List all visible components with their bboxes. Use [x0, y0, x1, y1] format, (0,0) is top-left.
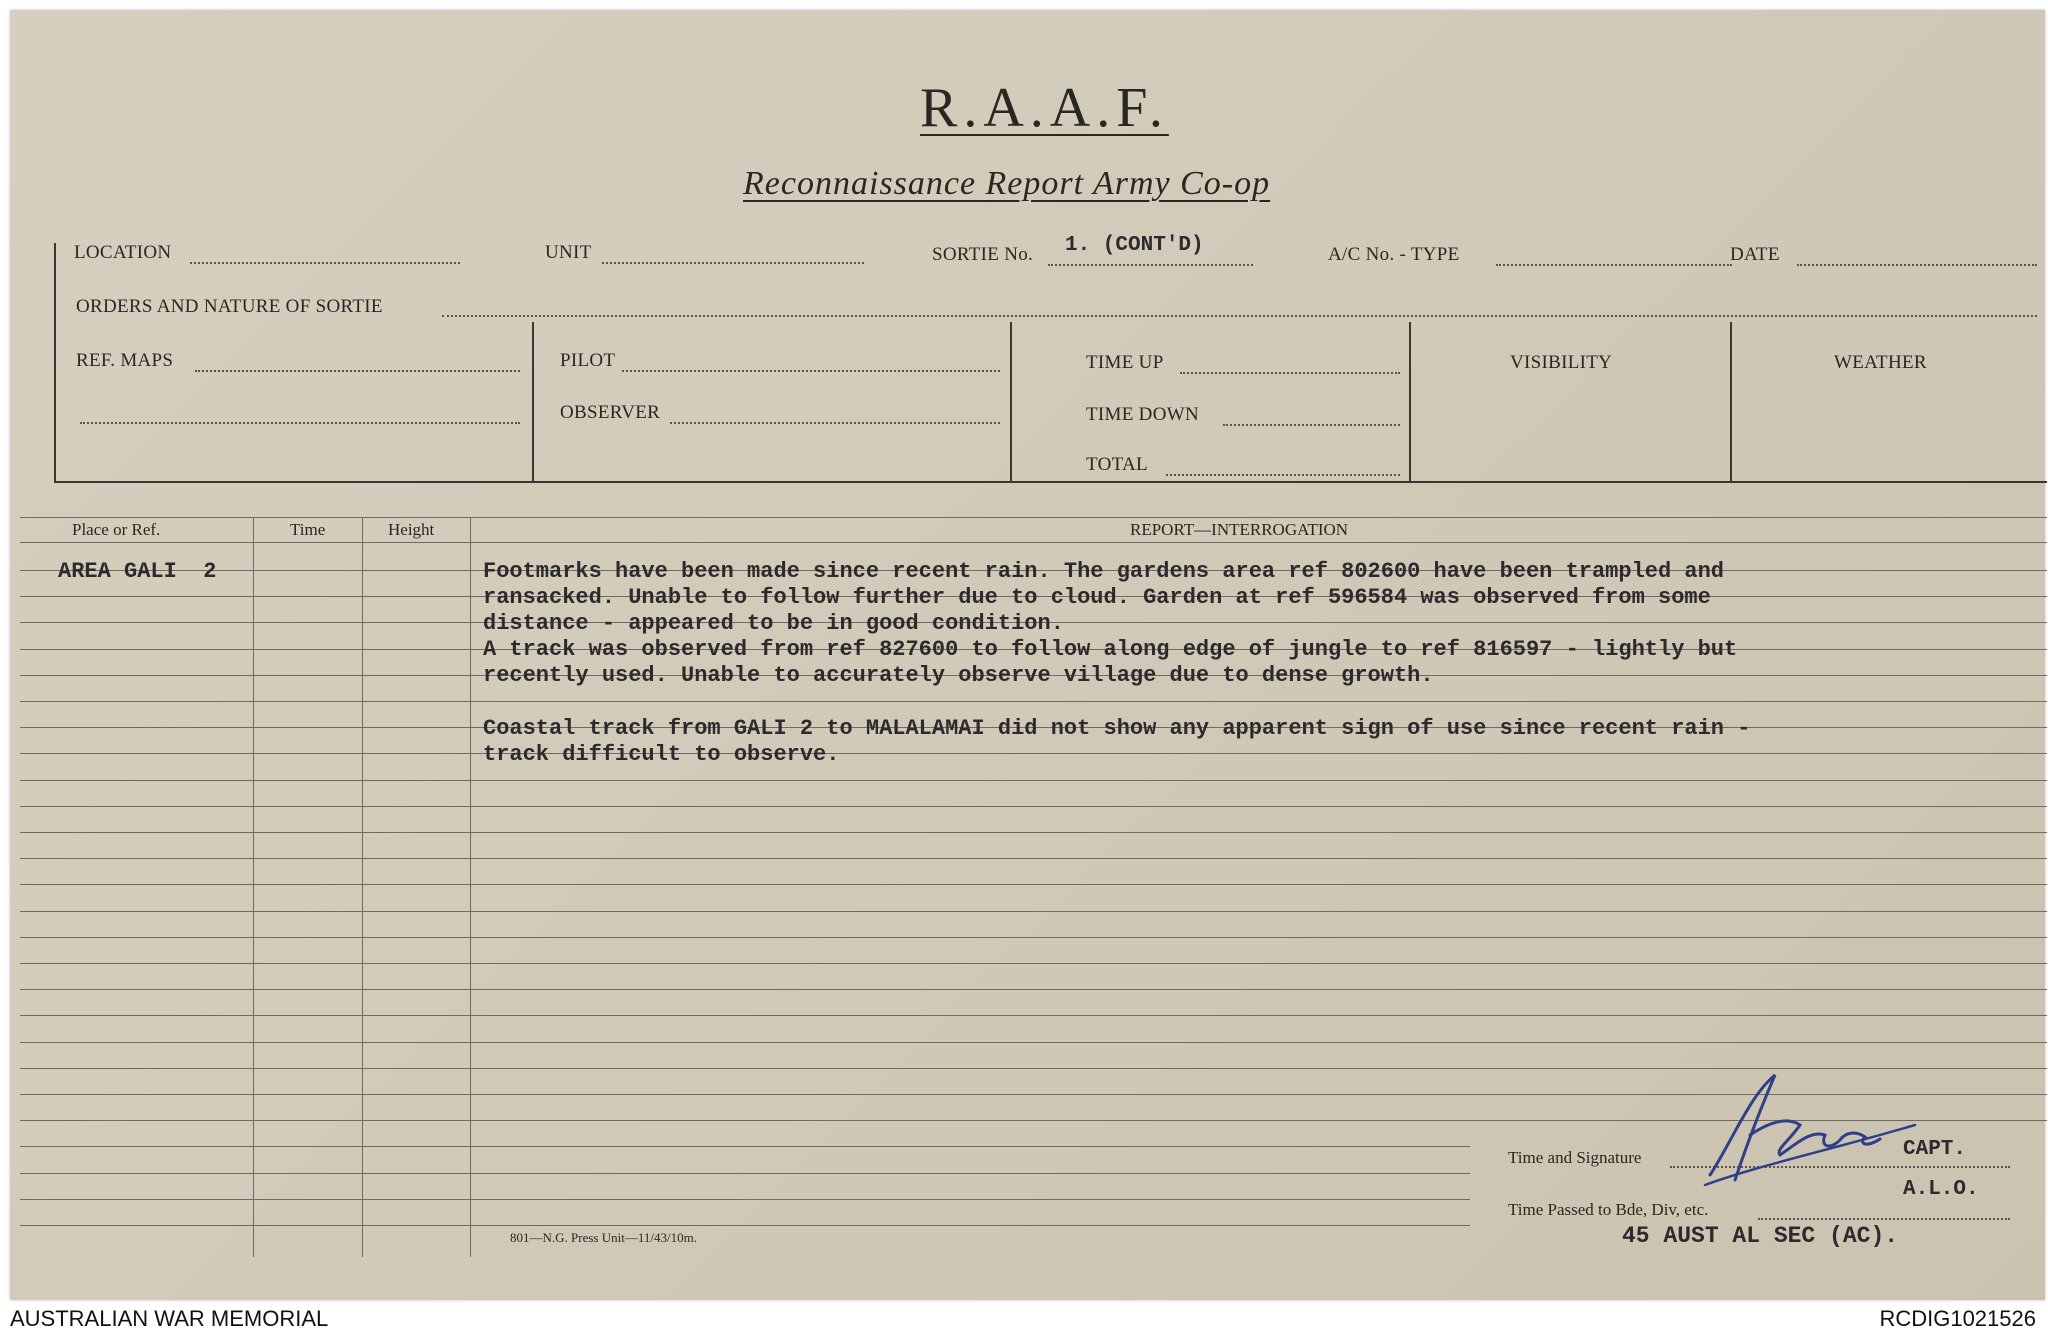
col-header-time: Time: [290, 520, 326, 539]
time-up-label: TIME UP: [1086, 352, 1164, 373]
table-ruled-line: [20, 937, 2047, 938]
time-passed-field: [1758, 1218, 2010, 1220]
table-ruled-line: [20, 1225, 1470, 1226]
table-ruled-line: [20, 858, 2047, 859]
table-ruled-line: [20, 1042, 2047, 1043]
report-line-3: distance - appeared to be in good condition.: [483, 611, 1064, 636]
signature-graphic: [1690, 1055, 1930, 1195]
report-line-2: ransacked. Unable to follow further due to cloud. Garden at ref 596584 was observed from some: [483, 585, 1711, 610]
archive-id: RCDIG1021526: [1879, 1306, 2036, 1331]
report-line-6: Coastal track from GALI 2 to MALALAMAI did not show any apparent sign of use since recent rain -: [483, 716, 1751, 741]
pilot-field: [622, 370, 1000, 372]
orders-label: ORDERS AND NATURE OF SORTIE: [76, 296, 383, 317]
table-ruled-line: [20, 701, 2047, 702]
table-ruled-line: [20, 806, 2047, 807]
time-passed-label: Time Passed to Bde, Div, etc.: [1508, 1200, 1709, 1219]
printer-note: 801—N.G. Press Unit—11/43/10m.: [510, 1230, 697, 1245]
table-ruled-line: [20, 780, 2047, 781]
location-label: LOCATION: [74, 242, 172, 263]
time-down-label: TIME DOWN: [1086, 404, 1199, 425]
report-sheet: [10, 10, 2045, 1300]
col-header-height: Height: [388, 520, 435, 539]
visibility-label: VISIBILITY: [1510, 352, 1613, 373]
time-signature-label: Time and Signature: [1508, 1148, 1642, 1167]
weather-label: WEATHER: [1834, 352, 1927, 373]
col-header-place: Place or Ref.: [72, 520, 161, 539]
ref-maps-field-1: [195, 370, 520, 372]
unit-field: [602, 262, 864, 264]
observer-label: OBSERVER: [560, 402, 661, 423]
table-ruled-line: [20, 1199, 1470, 1200]
sortie-value: 1. (CONT'D): [1065, 234, 1204, 257]
table-ruled-line: [20, 1146, 1470, 1147]
ref-maps-label: REF. MAPS: [76, 350, 174, 371]
total-field: [1166, 474, 1400, 476]
unit-stamp: 45 AUST AL SEC (AC).: [1622, 1223, 1899, 1249]
sortie-label: SORTIE No.: [932, 244, 1034, 265]
table-ruled-line: [20, 884, 2047, 885]
form-subtitle: Reconnaissance Report Army Co-op: [743, 165, 1271, 202]
col-header-report: REPORT—INTERROGATION: [1130, 520, 1349, 539]
table-ruled-line: [20, 963, 2047, 964]
total-label: TOTAL: [1086, 454, 1148, 475]
time-up-field: [1180, 372, 1400, 374]
archive-credit: AUSTRALIAN WAR MEMORIAL: [10, 1306, 329, 1331]
form-title: R.A.A.F.: [920, 77, 1169, 139]
ac-type-field: [1496, 264, 1732, 266]
date-label: DATE: [1730, 244, 1780, 265]
table-ruled-line: [20, 1173, 1470, 1174]
role-value: A.L.O.: [1903, 1178, 1979, 1201]
pilot-label: PILOT: [560, 350, 616, 371]
rank-value: CAPT.: [1903, 1138, 1967, 1161]
ref-maps-field-2: [80, 422, 520, 424]
location-field: [190, 262, 460, 264]
date-field: [1797, 264, 2037, 266]
report-line-4: A track was observed from ref 827600 to follow along edge of jungle to ref 816597 - lightly but: [483, 637, 1738, 662]
table-ruled-line: [20, 832, 2047, 833]
sortie-field: [1048, 264, 1253, 266]
table-ruled-line: [20, 753, 2047, 754]
place-value: AREA GALI 2: [58, 559, 217, 584]
table-ruled-line: [20, 989, 2047, 990]
table-ruled-line: [20, 1015, 2047, 1016]
time-down-field: [1223, 424, 1400, 426]
report-line-5: recently used. Unable to accurately observe village due to dense growth.: [483, 663, 1434, 688]
observer-field: [670, 422, 1000, 424]
table-ruled-line: [20, 911, 2047, 912]
unit-label: UNIT: [545, 242, 592, 263]
orders-field: [442, 315, 2037, 317]
report-line-7: track difficult to observe.: [483, 742, 840, 767]
ac-type-label: A/C No. - TYPE: [1328, 244, 1460, 265]
report-line-1: Footmarks have been made since recent rain. The gardens area ref 802600 have been trampled and: [483, 559, 1725, 584]
